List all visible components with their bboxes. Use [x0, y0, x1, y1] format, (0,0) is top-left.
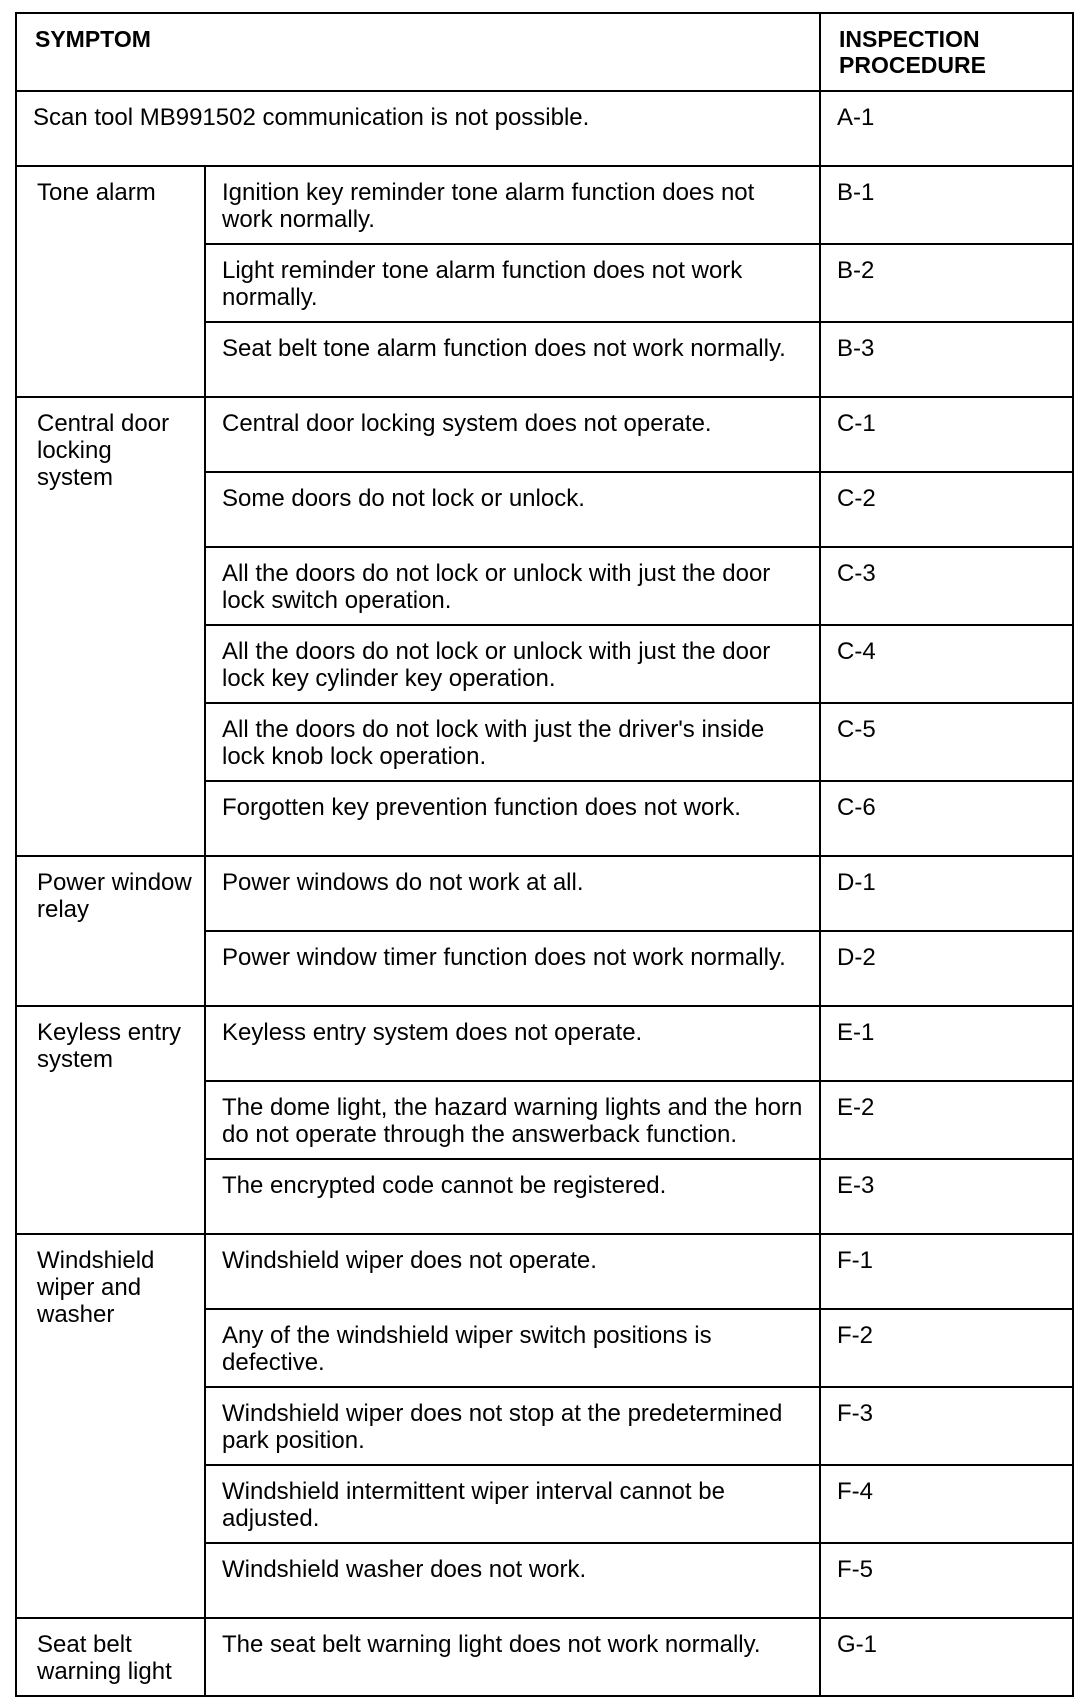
procedure-code-cell: F-3 — [820, 1387, 1073, 1465]
header-symptom: SYMPTOM — [16, 13, 820, 91]
symptom-cell: Ignition key reminder tone alarm function does not work normally. — [205, 166, 820, 244]
procedure-code-cell: F-2 — [820, 1309, 1073, 1387]
symptom-cell: All the doors do not lock with just the driver's inside lock knob lock operation. — [205, 703, 820, 781]
table-row — [16, 1006, 1073, 1081]
symptom-cell: All the doors do not lock or unlock with just the door lock switch operation. — [205, 547, 820, 625]
symptom-cell: Forgotten key prevention function does not work. — [205, 781, 820, 856]
procedure-code-cell: C-2 — [820, 472, 1073, 547]
symptom-cell: Windshield washer does not work. — [205, 1543, 820, 1618]
symptom-cell: Power window timer function does not work normally. — [205, 931, 820, 1006]
symptom-cell: Keyless entry system does not operate. — [205, 1006, 820, 1081]
header-row — [16, 13, 1073, 91]
symptom-cell: Light reminder tone alarm function does not work normally. — [205, 244, 820, 322]
table-row — [16, 91, 1073, 166]
procedure-code-cell: C-5 — [820, 703, 1073, 781]
symptom-cell: Seat belt tone alarm function does not work normally. — [205, 322, 820, 397]
procedure-code-cell: G-1 — [820, 1618, 1073, 1696]
symptom-cell: Some doors do not lock or unlock. — [205, 472, 820, 547]
procedure-code-cell: B-2 — [820, 244, 1073, 322]
procedure-code-cell: D-2 — [820, 931, 1073, 1006]
header-inspection-procedure: INSPECTION PROCEDURE — [820, 13, 1073, 91]
procedure-code-cell: C-6 — [820, 781, 1073, 856]
symptom-cell: The dome light, the hazard warning lights and the horn do not operate through the answerback function. — [205, 1081, 820, 1159]
symptom-cell: The seat belt warning light does not work normally. — [205, 1618, 820, 1696]
table-row — [16, 166, 1073, 244]
symptom-cell: Windshield intermittent wiper interval cannot be adjusted. — [205, 1465, 820, 1543]
table-row — [16, 1618, 1073, 1696]
procedure-code-cell: E-1 — [820, 1006, 1073, 1081]
symptom-table — [15, 12, 1074, 1697]
category-cell: Seat belt warning light — [16, 1618, 205, 1696]
category-cell: Tone alarm — [16, 166, 205, 397]
table-row — [16, 856, 1073, 931]
category-cell: Keyless entry system — [16, 1006, 205, 1234]
procedure-code-cell: B-3 — [820, 322, 1073, 397]
procedure-code-cell: F-1 — [820, 1234, 1073, 1309]
symptom-cell: Windshield wiper does not stop at the predetermined park position. — [205, 1387, 820, 1465]
symptom-cell: Scan tool MB991502 communication is not possible. — [16, 91, 820, 166]
category-cell: Central door locking system — [16, 397, 205, 856]
symptom-cell: Windshield wiper does not operate. — [205, 1234, 820, 1309]
procedure-code-cell: E-3 — [820, 1159, 1073, 1234]
procedure-code-cell: D-1 — [820, 856, 1073, 931]
table-row — [16, 397, 1073, 472]
symptom-cell: All the doors do not lock or unlock with just the door lock key cylinder key operation. — [205, 625, 820, 703]
procedure-code-cell: C-3 — [820, 547, 1073, 625]
table-row — [16, 1234, 1073, 1309]
procedure-code-cell: B-1 — [820, 166, 1073, 244]
category-cell: Power window relay — [16, 856, 205, 1006]
symptom-cell: Central door locking system does not operate. — [205, 397, 820, 472]
category-cell: Windshield wiper and washer — [16, 1234, 205, 1618]
procedure-code-cell: C-1 — [820, 397, 1073, 472]
procedure-code-cell: F-5 — [820, 1543, 1073, 1618]
procedure-code-cell: E-2 — [820, 1081, 1073, 1159]
procedure-code-cell: A-1 — [820, 91, 1073, 166]
procedure-code-cell: C-4 — [820, 625, 1073, 703]
procedure-code-cell: F-4 — [820, 1465, 1073, 1543]
symptom-cell: Any of the windshield wiper switch positions is defective. — [205, 1309, 820, 1387]
symptom-cell: The encrypted code cannot be registered. — [205, 1159, 820, 1234]
symptom-cell: Power windows do not work at all. — [205, 856, 820, 931]
